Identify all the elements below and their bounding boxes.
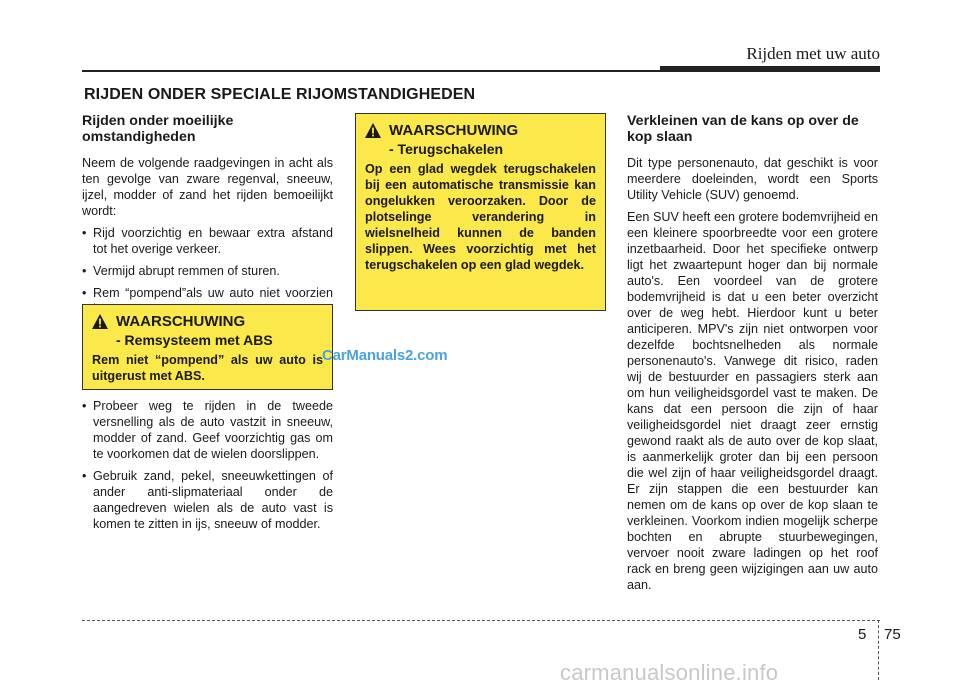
header-rule (82, 70, 660, 72)
footer-rule (82, 620, 880, 621)
page-section-number: 5 (858, 626, 867, 643)
bullet-list-bottom (82, 398, 333, 532)
right-column (627, 113, 878, 599)
warning-subtitle: - Terugschakelen (389, 141, 504, 157)
warning-header (365, 122, 596, 139)
right-paragraph-1: Dit type personenauto, dat geschikt is voor meerdere doeleinden, wordt een Sports Utility Vehicle (SUV) genoemd. (627, 156, 878, 202)
warning-header (92, 313, 323, 330)
warning-body: Op een glad wegdek terugschakelen bij een automatische transmissie kan ongelukken veroorzaken. Door de plotselinge verandering in wielsnelheid kunnen de banden slippen. Wees voorzichtig met het terugschakelen op een glad wegdek. (365, 162, 596, 272)
page-number: 75 (884, 626, 901, 643)
left-heading: Rijden onder moeilijke omstandigheden (82, 113, 234, 145)
header-rule-thick (660, 66, 880, 72)
running-title: Rijden met uw auto (746, 44, 880, 63)
warning-body: Rem niet “pompend” als uw auto is uitgerust met ABS. (92, 353, 323, 383)
left-column-top (82, 113, 333, 323)
right-paragraph-2: Een SUV heeft een grotere bodemvrijheid en een kleinere spoorbreedte voor een grotere inzetbaarheid. Door het specifieke ontwerp ligt het zwaartepunt hoger dan bij normale auto's. Een voordeel van de grotere bodemvrijheid is dat u een beter overzicht over de weg hebt. Hierdoor kunt u beter anticiperen. MPV's zijn niet ontworpen voor dezelfde bochtsnelheden als normale personenauto's. Vanwege dit risico, raden wij de bestuurder en passagiers sterk aan om hun veiligheidsgordel vast te maken. De kans dat een persoon die zijn of haar veiligheidsgordel niet draagt zeer ernstig gewond raakt als de auto over de kop slaat, is aanmerkelijk groter dan bij een persoon die wel zijn of haar veiligheidsgordel draagt. Er zijn stappen die een bestuurder kan nemen om de kans op over de kop slaan te verkleinen. Voorkom indien mogelijk scherpe bochten en abrupte stuurbewegingen, vervoer nooit zware ladingen op het roof rack en breng geen wijzigingen aan uw auto aan. (627, 210, 878, 592)
list-item: • Gebruik zand, pekel, sneeuwkettingen of ander anti-slipmateriaal onder de aangedreven wielen als de auto vast is komen te zitten in ijs, sneeuw of modder. (82, 469, 333, 531)
section-title: RIJDEN ONDER SPECIALE RIJOMSTANDIGHEDEN (84, 86, 476, 103)
left-intro: Neem de volgende raadgevingen in acht als ten gevolge van zware regenval, sneeuw, ijzel, modder of zand het rijden bemoeilijkt wordt: (82, 156, 333, 218)
warning-title: WAARSCHUWING (116, 313, 246, 330)
inline-watermark: CarManuals2.com (322, 347, 448, 364)
warning-triangle-icon (92, 314, 108, 329)
bottom-watermark: carmanualsonline.info (560, 660, 779, 685)
list-item: • Probeer weg te rijden in de tweede versnelling als de auto vastzit in sneeuw, modder of zand. Geef voorzichtig gas om te voorkomen dat de wielen doorslippen. (82, 399, 333, 461)
warning-box-abs (82, 304, 333, 390)
left-column-bottom (82, 398, 333, 538)
list-item: • Vermijd abrupt remmen of sturen. (82, 264, 280, 278)
list-item: • Rijd voorzichtig en bewaar extra afstand tot het overige verkeer. (82, 226, 333, 256)
warning-box-downshift (355, 113, 606, 311)
right-heading: Verkleinen van de kans op over de kop slaan (627, 113, 859, 145)
warning-subtitle: - Remsysteem met ABS (116, 332, 273, 348)
footer-divider (878, 620, 879, 680)
list-item: • Rem “pompend”als uw auto niet voorzien (82, 286, 333, 300)
warning-triangle-icon (365, 123, 381, 138)
warning-title: WAARSCHUWING (389, 122, 519, 139)
